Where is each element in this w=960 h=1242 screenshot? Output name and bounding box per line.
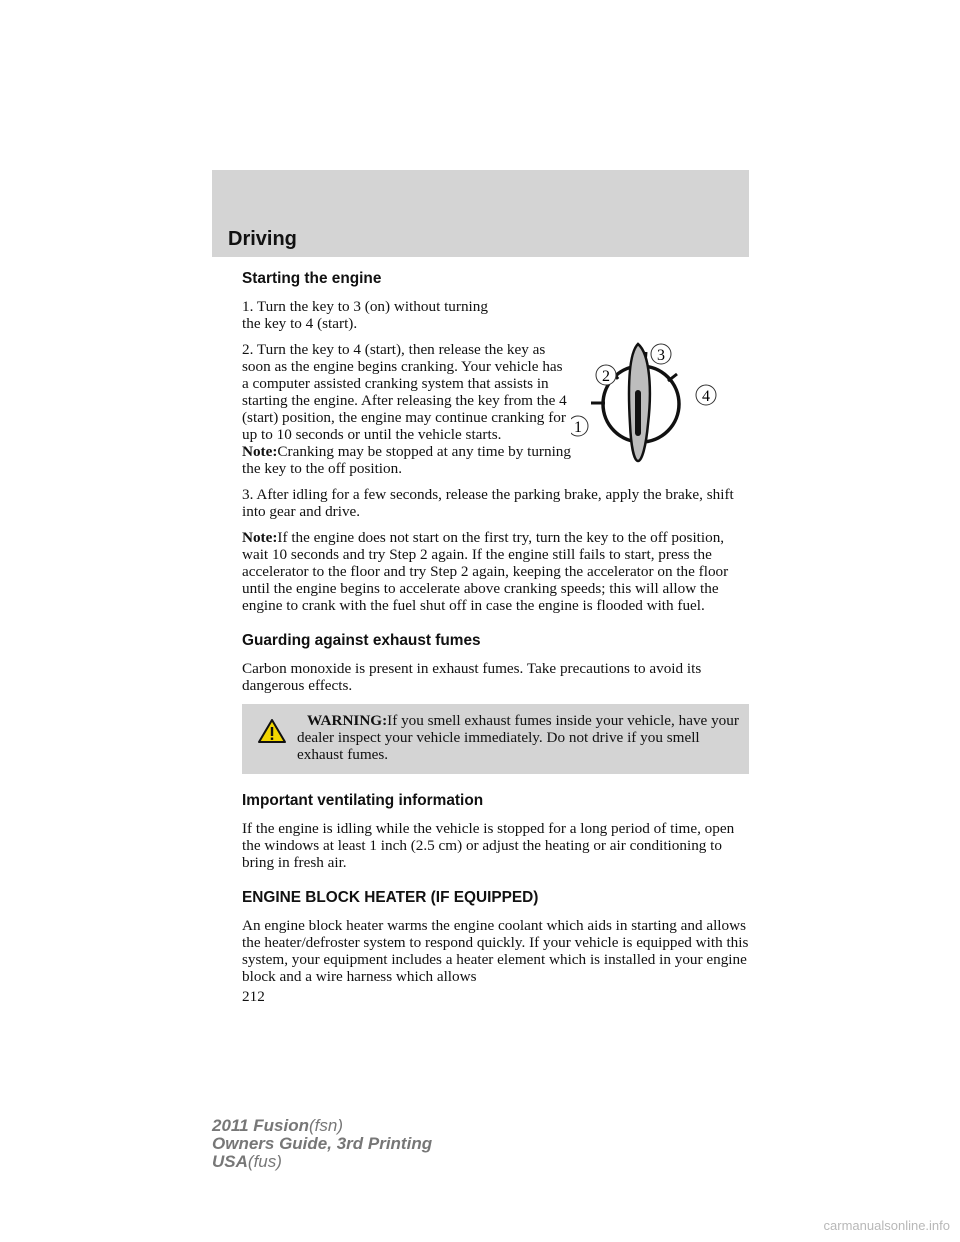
footer-market-code: (fus) [247, 1152, 282, 1171]
position-label-1: 1 [574, 419, 582, 436]
heading-starting-engine: Starting the engine [242, 270, 382, 287]
page-number: 212 [242, 988, 265, 1005]
exhaust-body: Carbon monoxide is present in exhaust fumes. Take precautions to avoid its dangerous effects. [242, 660, 702, 694]
block-heater-body: An engine block heater warms the engine coolant which aids in starting and allows the heater/defroster system to respond quickly. If your vehicle is equipped with this system, your equipment includes a heater element which is installed in your engine block and a wire harness which allows [242, 917, 749, 985]
footer-line-2: Owners Guide, 3rd Printing [212, 1134, 433, 1153]
note-2-text: If the engine does not start on the first try, turn the key to the off position, wait 10 seconds and try Step 2 again. If the engine still fails to start, press the accelerator to the floor and try Step 2 again, keeping the accelerator on the floor until the engine begins to accelerate above cranking speeds; this will allow the engine to crank with the fuel shut off in case the engine is flooded with fuel. [242, 529, 729, 614]
watermark-link[interactable]: carmanualsonline.info [823, 1218, 950, 1233]
step-2-text: 2. Turn the key to 4 (start), then release the key as soon as the engine begins cranking. Your vehicle has a computer assisted cranking system that assists in starting the engine. After releasing the key from the 4 (start) position, the engine may continue cranking for up to 10 seconds or until the vehicle starts. [242, 341, 567, 443]
footer-line-1 [212, 1117, 432, 1135]
position-label-3: 3 [657, 347, 665, 364]
note-1-text: Cranking may be stopped at any time by turning the key to the off position. [242, 443, 571, 477]
heading-block-heater: ENGINE BLOCK HEATER (IF EQUIPPED) [242, 889, 539, 906]
footer-market: USA [212, 1152, 248, 1171]
step-3-text: 3. After idling for a few seconds, release the parking brake, apply the brake, shift into gear and drive. [242, 486, 734, 520]
note-2 [242, 529, 749, 614]
warning-message [249, 712, 742, 763]
footer-model-code: (fsn) [309, 1116, 343, 1135]
key-slot [635, 390, 641, 436]
ventilating-body: If the engine is idling while the vehicle is stopped for a long period of time, open the windows at least 1 inch (2.5 cm) or adjust the heating or air conditioning to bring in fresh air. [242, 820, 735, 871]
note-1-label: Note: [242, 443, 278, 460]
warning-box [242, 704, 749, 774]
footer-print-info [212, 1117, 432, 1171]
footer-line-3 [212, 1153, 432, 1171]
heading-exhaust-fumes: Guarding against exhaust fumes [242, 632, 481, 649]
warning-text: If you smell exhaust fumes inside your vehicle, have your dealer inspect your vehicle immediately. Do not drive if you smell exhaust fumes. [297, 712, 739, 763]
page-content [242, 270, 749, 1005]
heading-ventilating: Important ventilating information [242, 792, 484, 809]
ignition-key-diagram [571, 320, 741, 472]
step-1-text: 1. Turn the key to 3 (on) without turning the key to 4 (start). [242, 298, 488, 332]
footer-model: 2011 Fusion [212, 1116, 309, 1135]
position-label-2: 2 [602, 368, 610, 385]
warning-label: WARNING: [307, 712, 388, 729]
position-label-4: 4 [702, 388, 710, 405]
warning-triangle-icon [257, 718, 287, 744]
section-title: Driving [228, 228, 297, 250]
note-2-label: Note: [242, 529, 278, 546]
section-header-band [212, 170, 749, 257]
